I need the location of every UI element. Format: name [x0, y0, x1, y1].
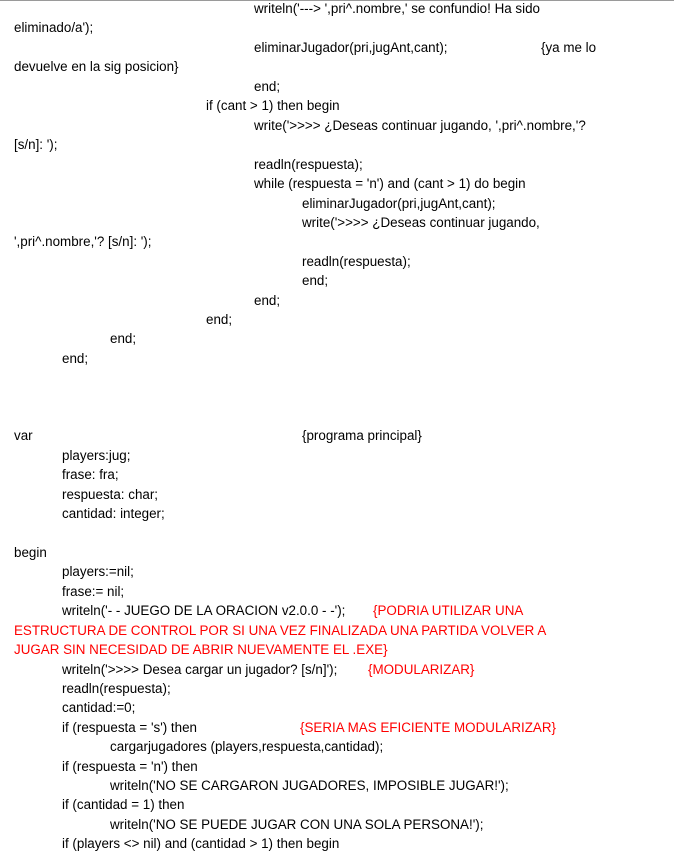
code-line: end;	[206, 312, 233, 327]
code-line: while (respuesta = 'n') and (cant > 1) do begin	[254, 176, 526, 191]
code-line: cantidad:=0;	[62, 700, 136, 715]
code-line: [s/n]: ');	[14, 137, 58, 152]
code-line: end;	[254, 293, 281, 308]
code-line: end;	[302, 273, 329, 288]
code-comment: {programa principal}	[302, 428, 422, 443]
code-line: eliminarJugador(pri,jugAnt,cant);	[254, 40, 448, 55]
code-line: if (cant > 1) then begin	[206, 98, 340, 113]
code-line: end;	[62, 351, 89, 366]
code-line: writeln('NO SE PUEDE JUGAR CON UNA SOLA PERSONA!');	[110, 817, 484, 832]
code-line: if (respuesta = 'n') then	[62, 759, 198, 774]
code-line: var	[14, 428, 33, 443]
code-line: end;	[254, 79, 281, 94]
review-comment: {SERIA MAS EFICIENTE MODULARIZAR}	[300, 720, 556, 735]
review-comment: ESTRUCTURA DE CONTROL POR SI UNA VEZ FINALIZADA UNA PARTIDA VOLVER A	[14, 623, 547, 638]
review-comment: {PODRIA UTILIZAR UNA	[373, 603, 524, 618]
code-line: cargarjugadores (players,respuesta,cantidad);	[110, 739, 384, 754]
code-line: players:jug;	[62, 448, 131, 463]
code-line: readln(respuesta);	[254, 157, 363, 172]
code-line: writeln('>>>> Desea cargar un jugador? [s/n]');	[62, 662, 338, 677]
code-line: if (respuesta = 's') then	[62, 720, 197, 735]
code-line: write('>>>> ¿Deseas continuar jugando,	[302, 215, 540, 230]
code-line: writeln('NO SE CARGARON JUGADORES, IMPOSIBLE JUGAR!');	[110, 778, 509, 793]
code-line: begin	[14, 545, 47, 560]
code-line: eliminarJugador(pri,jugAnt,cant);	[302, 196, 496, 211]
review-comment: {MODULARIZAR}	[368, 662, 475, 677]
code-line: readln(respuesta);	[302, 254, 411, 269]
code-line: frase:= nil;	[62, 584, 125, 599]
code-comment: {ya me lo	[541, 40, 597, 55]
review-comment: JUGAR SIN NECESIDAD DE ABRIR NUEVAMENTE EL .EXE}	[14, 642, 388, 657]
code-line: players:=nil;	[62, 564, 134, 579]
code-line: if (players <> nil) and (cantidad > 1) then begin	[62, 836, 340, 851]
code-line: writeln('- - JUEGO DE LA ORACION v2.0.0 - -');	[62, 603, 346, 618]
code-line: frase: fra;	[62, 467, 119, 482]
code-line: ',pri^.nombre,'? [s/n]: ');	[14, 234, 152, 249]
code-line: readln(respuesta);	[62, 681, 171, 696]
code-line: eliminado/a');	[14, 20, 94, 35]
code-line: write('>>>> ¿Deseas continuar jugando, ',pri^.nombre,'?	[254, 118, 586, 133]
code-line: cantidad: integer;	[62, 506, 165, 521]
code-line: if (cantidad = 1) then	[62, 797, 185, 812]
code-comment: devuelve en la sig posicion}	[14, 59, 179, 74]
code-line: respuesta: char;	[62, 487, 159, 502]
code-line: writeln('---> ',pri^.nombre,' se confundio! Ha sido	[254, 1, 540, 16]
code-line: end;	[110, 331, 137, 346]
